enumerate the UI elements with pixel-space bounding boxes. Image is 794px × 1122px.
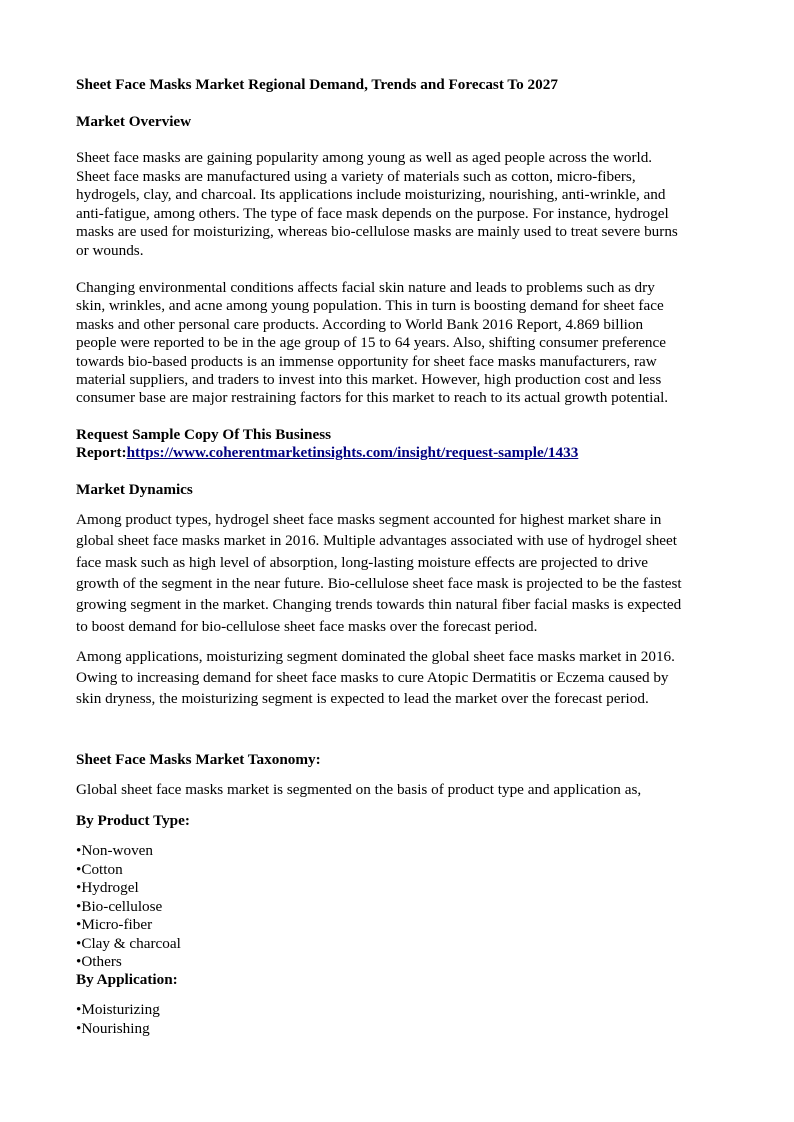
- paragraph-line: masks are used for moisturizing, whereas bio-cellulose masks are mainly used to treat severe burns: [76, 223, 678, 241]
- subsection-heading: By Product Type:: [76, 812, 190, 829]
- document-title: Sheet Face Masks Market Regional Demand, Trends and Forecast To 2027: [76, 76, 558, 93]
- paragraph-line: consumer base are major restraining factors for this market to reach to its actual growth potential.: [76, 389, 669, 407]
- list-item: •Others: [76, 953, 122, 970]
- list-item: •Moisturizing: [76, 1001, 160, 1018]
- paragraph-line: Owing to increasing demand for sheet face masks to cure Atopic Dermatitis or Eczema caused by: [76, 669, 669, 686]
- paragraph-line: Among applications, moisturizing segment dominated the global sheet face masks market in 2016.: [76, 648, 675, 665]
- list-item: •Bio-cellulose: [76, 897, 163, 915]
- paragraph-line: skin dryness, the moisturizing segment is expected to lead the market over the forecast period.: [76, 690, 649, 707]
- paragraph-line: to boost demand for bio-cellulose sheet face masks over the forecast period.: [76, 617, 538, 635]
- request-sample-label: Request Sample Copy Of This Business: [76, 426, 332, 443]
- paragraph-line: material suppliers, and traders to invest into this market. However, high production cost and less: [76, 371, 662, 388]
- list-item: •Hydrogel: [76, 879, 139, 896]
- request-sample-row: [76, 444, 578, 462]
- list-item: •Non-woven: [76, 842, 154, 859]
- paragraph-line: global sheet face masks market in 2016. Multiple advantages associated with use of hydrogel sheet: [76, 532, 678, 550]
- subsection-heading: By Application:: [76, 971, 178, 988]
- request-prefix: Report:: [76, 444, 127, 461]
- paragraph-line: or wounds.: [76, 242, 144, 259]
- section-heading: Market Dynamics: [76, 481, 193, 498]
- paragraph-line: towards bio-based products is an immense opportunity for sheet face masks manufacturers, raw: [76, 352, 657, 370]
- paragraph-line: anti-fatigue, among others. The type of face mask depends on the purpose. For instance, hydrogel: [76, 204, 669, 222]
- paragraph-line: growing segment in the market. Changing trends towards thin natural fiber facial masks is expected: [76, 596, 682, 614]
- paragraph-line: Changing environmental conditions affects facial skin nature and leads to problems such as dry: [76, 279, 655, 296]
- paragraph-line: face mask such as high level of absorption, long-lasting moisture effects are projected to drive: [76, 553, 649, 571]
- paragraph-line: hydrogels, clay, and charcoal. Its applications include moisturizing, nourishing, anti-wrinkle, and: [76, 186, 666, 204]
- paragraph-line: skin, wrinkles, and acne among young population. This in turn is boosting demand for sheet face: [76, 297, 664, 315]
- paragraph-line: masks and other personal care products. According to World Bank 2016 Report, 4.869 billion: [76, 315, 644, 333]
- list-item: •Micro-fiber: [76, 916, 153, 933]
- paragraph-line: Global sheet face masks market is segmented on the basis of product type and application as,: [76, 781, 642, 798]
- paragraph-line: growth of the segment in the near future. Bio-cellulose sheet face mask is projected to be the fastest: [76, 574, 682, 592]
- paragraph-line: people were reported to be in the age group of 15 to 64 years. Also, shifting consumer preference: [76, 334, 667, 352]
- request-sample-link[interactable]: https://www.coherentmarketinsights.com/insight/request-sample/1433: [126, 444, 579, 461]
- section-heading: Sheet Face Masks Market Taxonomy:: [76, 751, 321, 768]
- list-item: •Clay & charcoal: [76, 934, 181, 952]
- section-heading: Market Overview: [76, 113, 192, 130]
- list-item: •Cotton: [76, 860, 123, 878]
- paragraph-line: Among product types, hydrogel sheet face masks segment accounted for highest market share in: [76, 511, 662, 528]
- list-item: •Nourishing: [76, 1019, 150, 1037]
- paragraph-line: Sheet face masks are manufactured using a variety of materials such as cotton, micro-fibers,: [76, 167, 636, 185]
- paragraph-line: Sheet face masks are gaining popularity among young as well as aged people across the world.: [76, 149, 653, 166]
